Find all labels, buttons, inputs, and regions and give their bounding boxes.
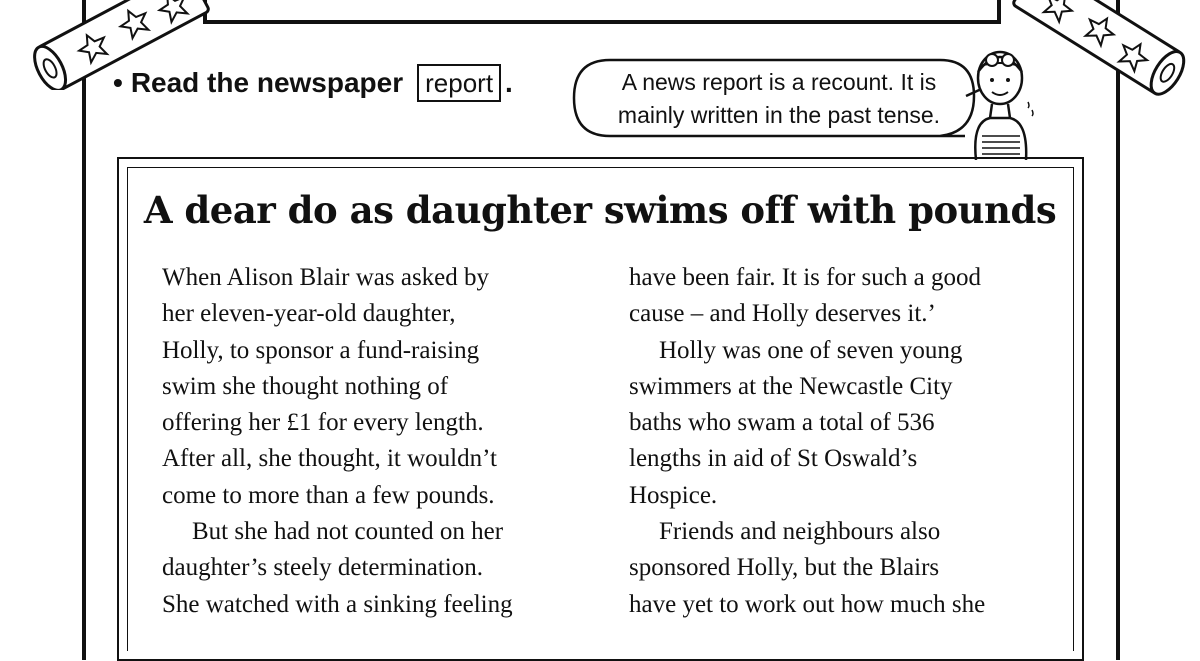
bullet: • xyxy=(113,67,123,98)
speech-bubble-text xyxy=(594,66,964,132)
text-line: baths who swam a total of 536 xyxy=(629,409,935,437)
text-line: daughter’s steely determination. xyxy=(162,554,483,582)
text-line: have yet to work out how much she xyxy=(629,590,986,618)
instruction-line xyxy=(113,64,513,102)
text-line: Holly, to sponsor a fund-raising xyxy=(162,336,480,364)
article-paragraph xyxy=(629,260,1059,333)
article-paragraph xyxy=(629,514,1059,623)
text-line: When Alison Blair was asked by xyxy=(162,264,490,291)
speech-line-1: A news report is a recount. It is xyxy=(621,69,937,95)
speech-line-2: mainly written in the past tense. xyxy=(617,102,941,128)
text-line: swim she thought nothing of xyxy=(162,372,449,400)
article-paragraph xyxy=(629,333,1059,514)
text-line: her eleven-year-old daughter, xyxy=(162,300,456,328)
text-line: come to more than a few pounds. xyxy=(162,481,495,509)
article-paragraph xyxy=(162,260,592,514)
article-right-column xyxy=(629,260,1059,623)
instruction-period: . xyxy=(505,67,513,98)
text-line: cause – and Holly deserves it.’ xyxy=(629,300,936,328)
text-line: lengths in aid of St Oswald’s xyxy=(629,445,918,473)
text-line: Friends and neighbours also xyxy=(659,518,941,546)
text-line: But she had not counted on her xyxy=(192,518,504,546)
speech-bubble xyxy=(570,56,990,140)
article-headline: A dear do as daughter swims off with pounds xyxy=(143,188,1057,232)
text-line: swimmers at the Newcastle City xyxy=(629,372,953,400)
text-line: have been fair. It is for such a good xyxy=(629,264,981,291)
text-line: Hospice. xyxy=(629,481,718,509)
text-line: offering her £1 for every length. xyxy=(162,409,484,437)
text-line: She watched with a sinking feeling xyxy=(162,590,513,618)
article-left-column xyxy=(162,260,592,623)
keyword-box: report xyxy=(417,64,501,102)
article-paragraph xyxy=(162,514,592,623)
text-line: sponsored Holly, but the Blairs xyxy=(629,554,940,582)
title-box xyxy=(203,0,1001,24)
text-line: Holly was one of seven young xyxy=(659,336,963,364)
text-line: After all, she thought, it wouldn’t xyxy=(162,445,497,473)
instruction-text: Read the newspaper xyxy=(130,67,404,98)
swimmer-girl-icon xyxy=(962,36,1042,160)
